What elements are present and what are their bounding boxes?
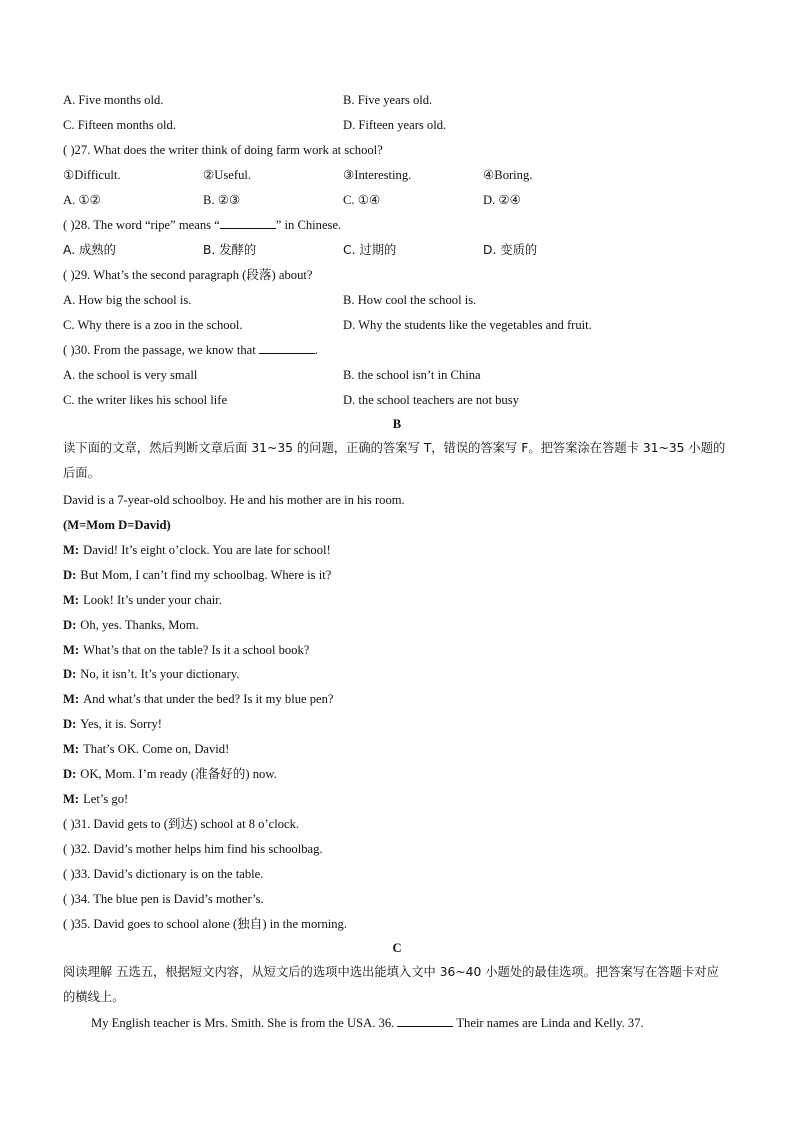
q27-choice-3: ③Interesting.	[343, 168, 412, 182]
dialogue-line	[63, 691, 334, 707]
answer-blank	[220, 217, 276, 229]
q26-option-d: D. Fifteen years old.	[343, 118, 447, 132]
section-c-instructions: 阅读理解 五选五，根据短文内容，从短文后的选项中选出能填入文中 36~40 小题处的最佳选项。把答案写在答题卡对应的横线上。	[63, 965, 719, 1004]
q29-option-a: A. How big the school is.	[63, 293, 192, 307]
dialogue-line	[63, 741, 229, 757]
tf-question: ( )33. David’s dictionary is on the table.	[63, 867, 264, 881]
tf-question: ( )32. David’s mother helps him find his schoolbag.	[63, 842, 323, 856]
tf-question: ( )34. The blue pen is David’s mother’s.	[63, 892, 264, 906]
q29-option-d: D. Why the students like the vegetables and fruit.	[343, 318, 592, 332]
passage-text-post: Their names are Linda and Kelly. 37.	[453, 1016, 644, 1030]
dialogue-line	[63, 666, 239, 682]
speaker-label: D:	[63, 568, 77, 582]
dialogue-text: Oh, yes. Thanks, Mom.	[80, 618, 199, 632]
answer-blank-36	[397, 1015, 453, 1027]
dialogue-text: OK, Mom. I’m ready (准备好的) now.	[80, 767, 277, 781]
dialogue-line	[63, 766, 277, 782]
q30-option-a: A. the school is very small	[63, 368, 198, 382]
section-c-heading: C	[392, 941, 402, 955]
dialogue-text: But Mom, I can’t find my schoolbag. Where is it?	[80, 568, 332, 582]
q28-option-a: A. 成熟的	[63, 243, 116, 257]
q27-choice-4: ④Boring.	[483, 168, 533, 182]
dialogue-line	[63, 567, 331, 583]
q27-option-c: C. ①④	[343, 193, 381, 207]
q28-stem-post: ” in Chinese.	[275, 218, 342, 232]
speaker-label: M:	[63, 792, 80, 806]
dialogue-text: What’s that on the table? Is it a school book?	[83, 643, 310, 657]
section-b-heading: B	[392, 417, 402, 431]
q29-option-c: C. Why there is a zoo in the school.	[63, 318, 243, 332]
speaker-key: (M=Mom D=David)	[63, 518, 171, 532]
q28-option-b: B. 发酵的	[203, 243, 257, 257]
speaker-label: D:	[63, 618, 77, 632]
dialogue-text: No, it isn’t. It’s your dictionary.	[80, 667, 240, 681]
dialogue-text: Look! It’s under your chair.	[83, 593, 222, 607]
q28-option-c: C. 过期的	[343, 243, 397, 257]
q27-choice-2: ②Useful.	[203, 168, 252, 182]
dialogue-line	[63, 716, 162, 732]
q30-stem	[63, 342, 318, 358]
q29-option-b: B. How cool the school is.	[343, 293, 477, 307]
speaker-label: M:	[63, 593, 80, 607]
dialogue-line	[63, 791, 128, 807]
section-c-passage	[63, 1011, 731, 1036]
q27-stem: ( )27. What does the writer think of doing farm work at school?	[63, 143, 383, 157]
tf-question: ( )31. David gets to (到达) school at 8 o’clock.	[63, 817, 300, 831]
q28-stem	[63, 217, 341, 233]
dialogue-line	[63, 617, 199, 633]
q29-stem: ( )29. What’s the second paragraph (段落) about?	[63, 268, 313, 282]
dialogue-text: That’s OK. Come on, David!	[83, 742, 230, 756]
dialogue-line	[63, 592, 222, 608]
q26-option-a: A. Five months old.	[63, 93, 164, 107]
q27-choice-1: ①Difficult.	[63, 168, 121, 182]
section-b-instructions: 读下面的文章，然后判断文章后面 31~35 的问题，正确的答案写 T，错误的答案写 F。把答案涂在答题卡 31~35 小题的后面。	[63, 441, 726, 480]
q30-option-b: B. the school isn’t in China	[343, 368, 481, 382]
dialogue-text: And what’s that under the bed? Is it my blue pen?	[83, 692, 334, 706]
dialogue-text: Let’s go!	[83, 792, 129, 806]
q27-option-d: D. ②④	[483, 193, 521, 207]
section-b-intro: David is a 7-year-old schoolboy. He and his mother are in his room.	[63, 493, 405, 507]
speaker-label: D:	[63, 767, 77, 781]
tf-question: ( )35. David goes to school alone (独自) in the morning.	[63, 917, 348, 931]
dialogue-text: David! It’s eight o’clock. You are late for school!	[83, 543, 331, 557]
passage-text-pre: My English teacher is Mrs. Smith. She is from the USA. 36.	[91, 1016, 398, 1030]
q26-option-c: C. Fifteen months old.	[63, 118, 176, 132]
speaker-label: D:	[63, 717, 77, 731]
q30-option-c: C. the writer likes his school life	[63, 393, 228, 407]
q30-option-d: D. the school teachers are not busy	[343, 393, 519, 407]
q30-stem-pre: ( )30. From the passage, we know that	[63, 343, 259, 357]
dialogue-text: Yes, it is. Sorry!	[80, 717, 162, 731]
dialogue-line	[63, 642, 309, 658]
speaker-label: M:	[63, 543, 80, 557]
speaker-label: M:	[63, 643, 80, 657]
q28-stem-pre: ( )28. The word “ripe” means “	[63, 218, 220, 232]
q27-option-a: A. ①②	[63, 193, 101, 207]
answer-blank	[259, 342, 315, 354]
q28-option-d: D. 变质的	[483, 243, 538, 257]
speaker-label: M:	[63, 742, 80, 756]
q27-option-b: B. ②③	[203, 193, 241, 207]
q30-stem-post: .	[314, 343, 319, 357]
speaker-label: D:	[63, 667, 77, 681]
dialogue-line	[63, 542, 331, 558]
q26-option-b: B. Five years old.	[343, 93, 433, 107]
speaker-label: M:	[63, 692, 80, 706]
